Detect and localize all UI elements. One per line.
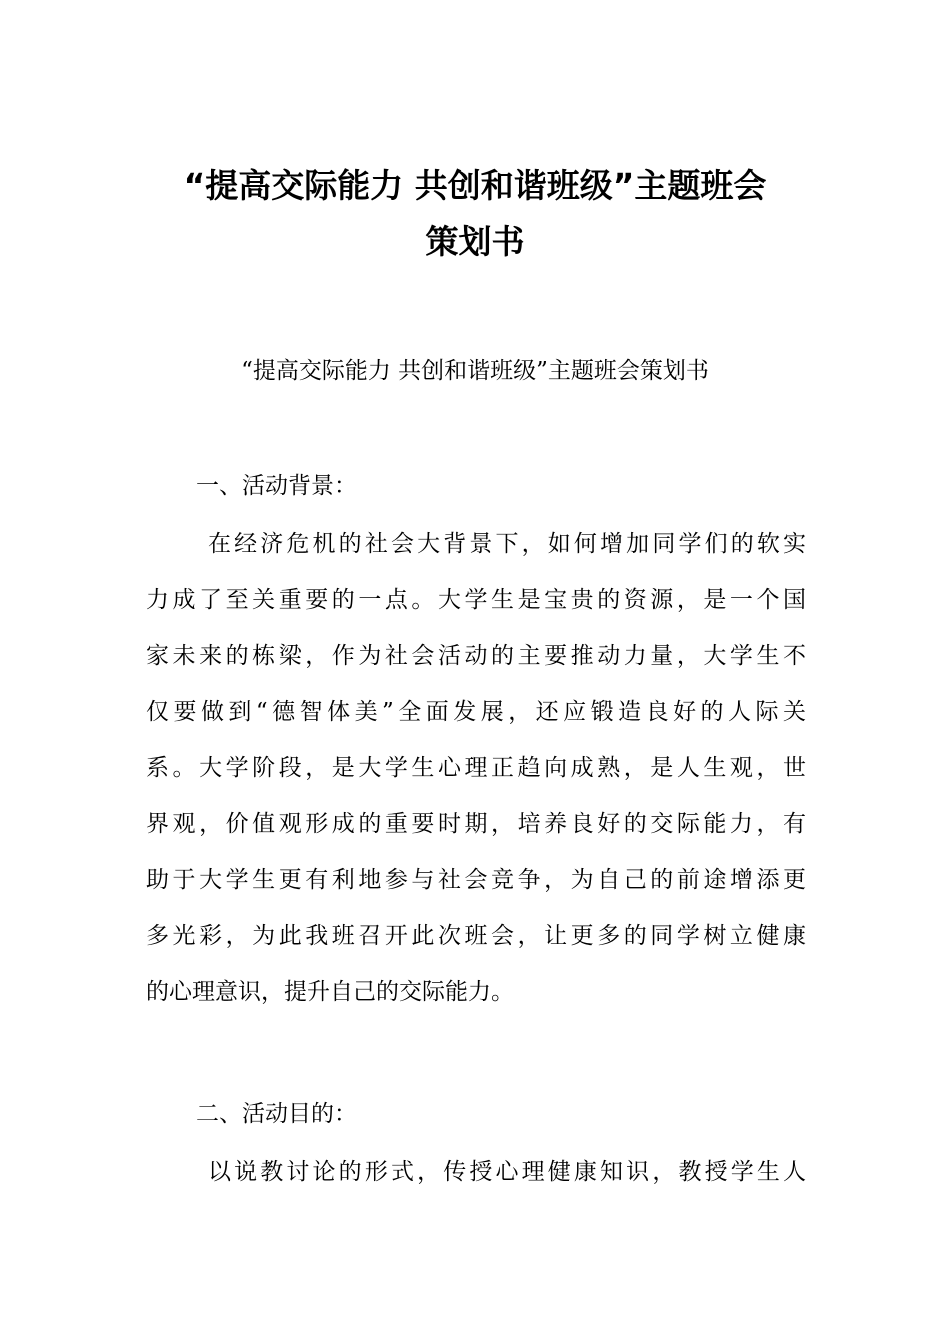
document-subtitle: “提高交际能力 共创和谐班级”主题班会策划书	[241, 358, 709, 384]
paragraph-line: 以说教讨论的形式，传授心理健康知识，教授学生人	[208, 1159, 806, 1185]
document-title-line-1: “提高交际能力 共创和谐班级”主题班会	[183, 166, 767, 205]
section-heading-purpose: 二、活动目的：	[196, 1101, 357, 1127]
paragraph-line: 仅要做到“德智体美”全面发展，还应锻造良好的人际关	[146, 699, 806, 725]
paragraph-line: 的心理意识，提升自己的交际能力。	[146, 979, 514, 1005]
paragraph-line: 力成了至关重要的一点。大学生是宝贵的资源，是一个国	[146, 587, 806, 613]
paragraph-line: 助于大学生更有利地参与社会竞争，为自己的前途增添更	[146, 867, 806, 893]
paragraph-line: 界观，价值观形成的重要时期，培养良好的交际能力，有	[146, 811, 806, 837]
section-heading-background: 一、活动背景：	[196, 473, 357, 499]
paragraph-line: 家未来的栋梁，作为社会活动的主要推动力量，大学生不	[146, 643, 806, 669]
paragraph-line: 系。大学阶段，是大学生心理正趋向成熟，是人生观，世	[146, 755, 806, 781]
paragraph-line: 在经济危机的社会大背景下，如何增加同学们的软实	[208, 531, 806, 557]
document-title-line-2: 策划书	[425, 222, 525, 261]
paragraph-line: 多光彩，为此我班召开此次班会，让更多的同学树立健康	[146, 923, 806, 949]
